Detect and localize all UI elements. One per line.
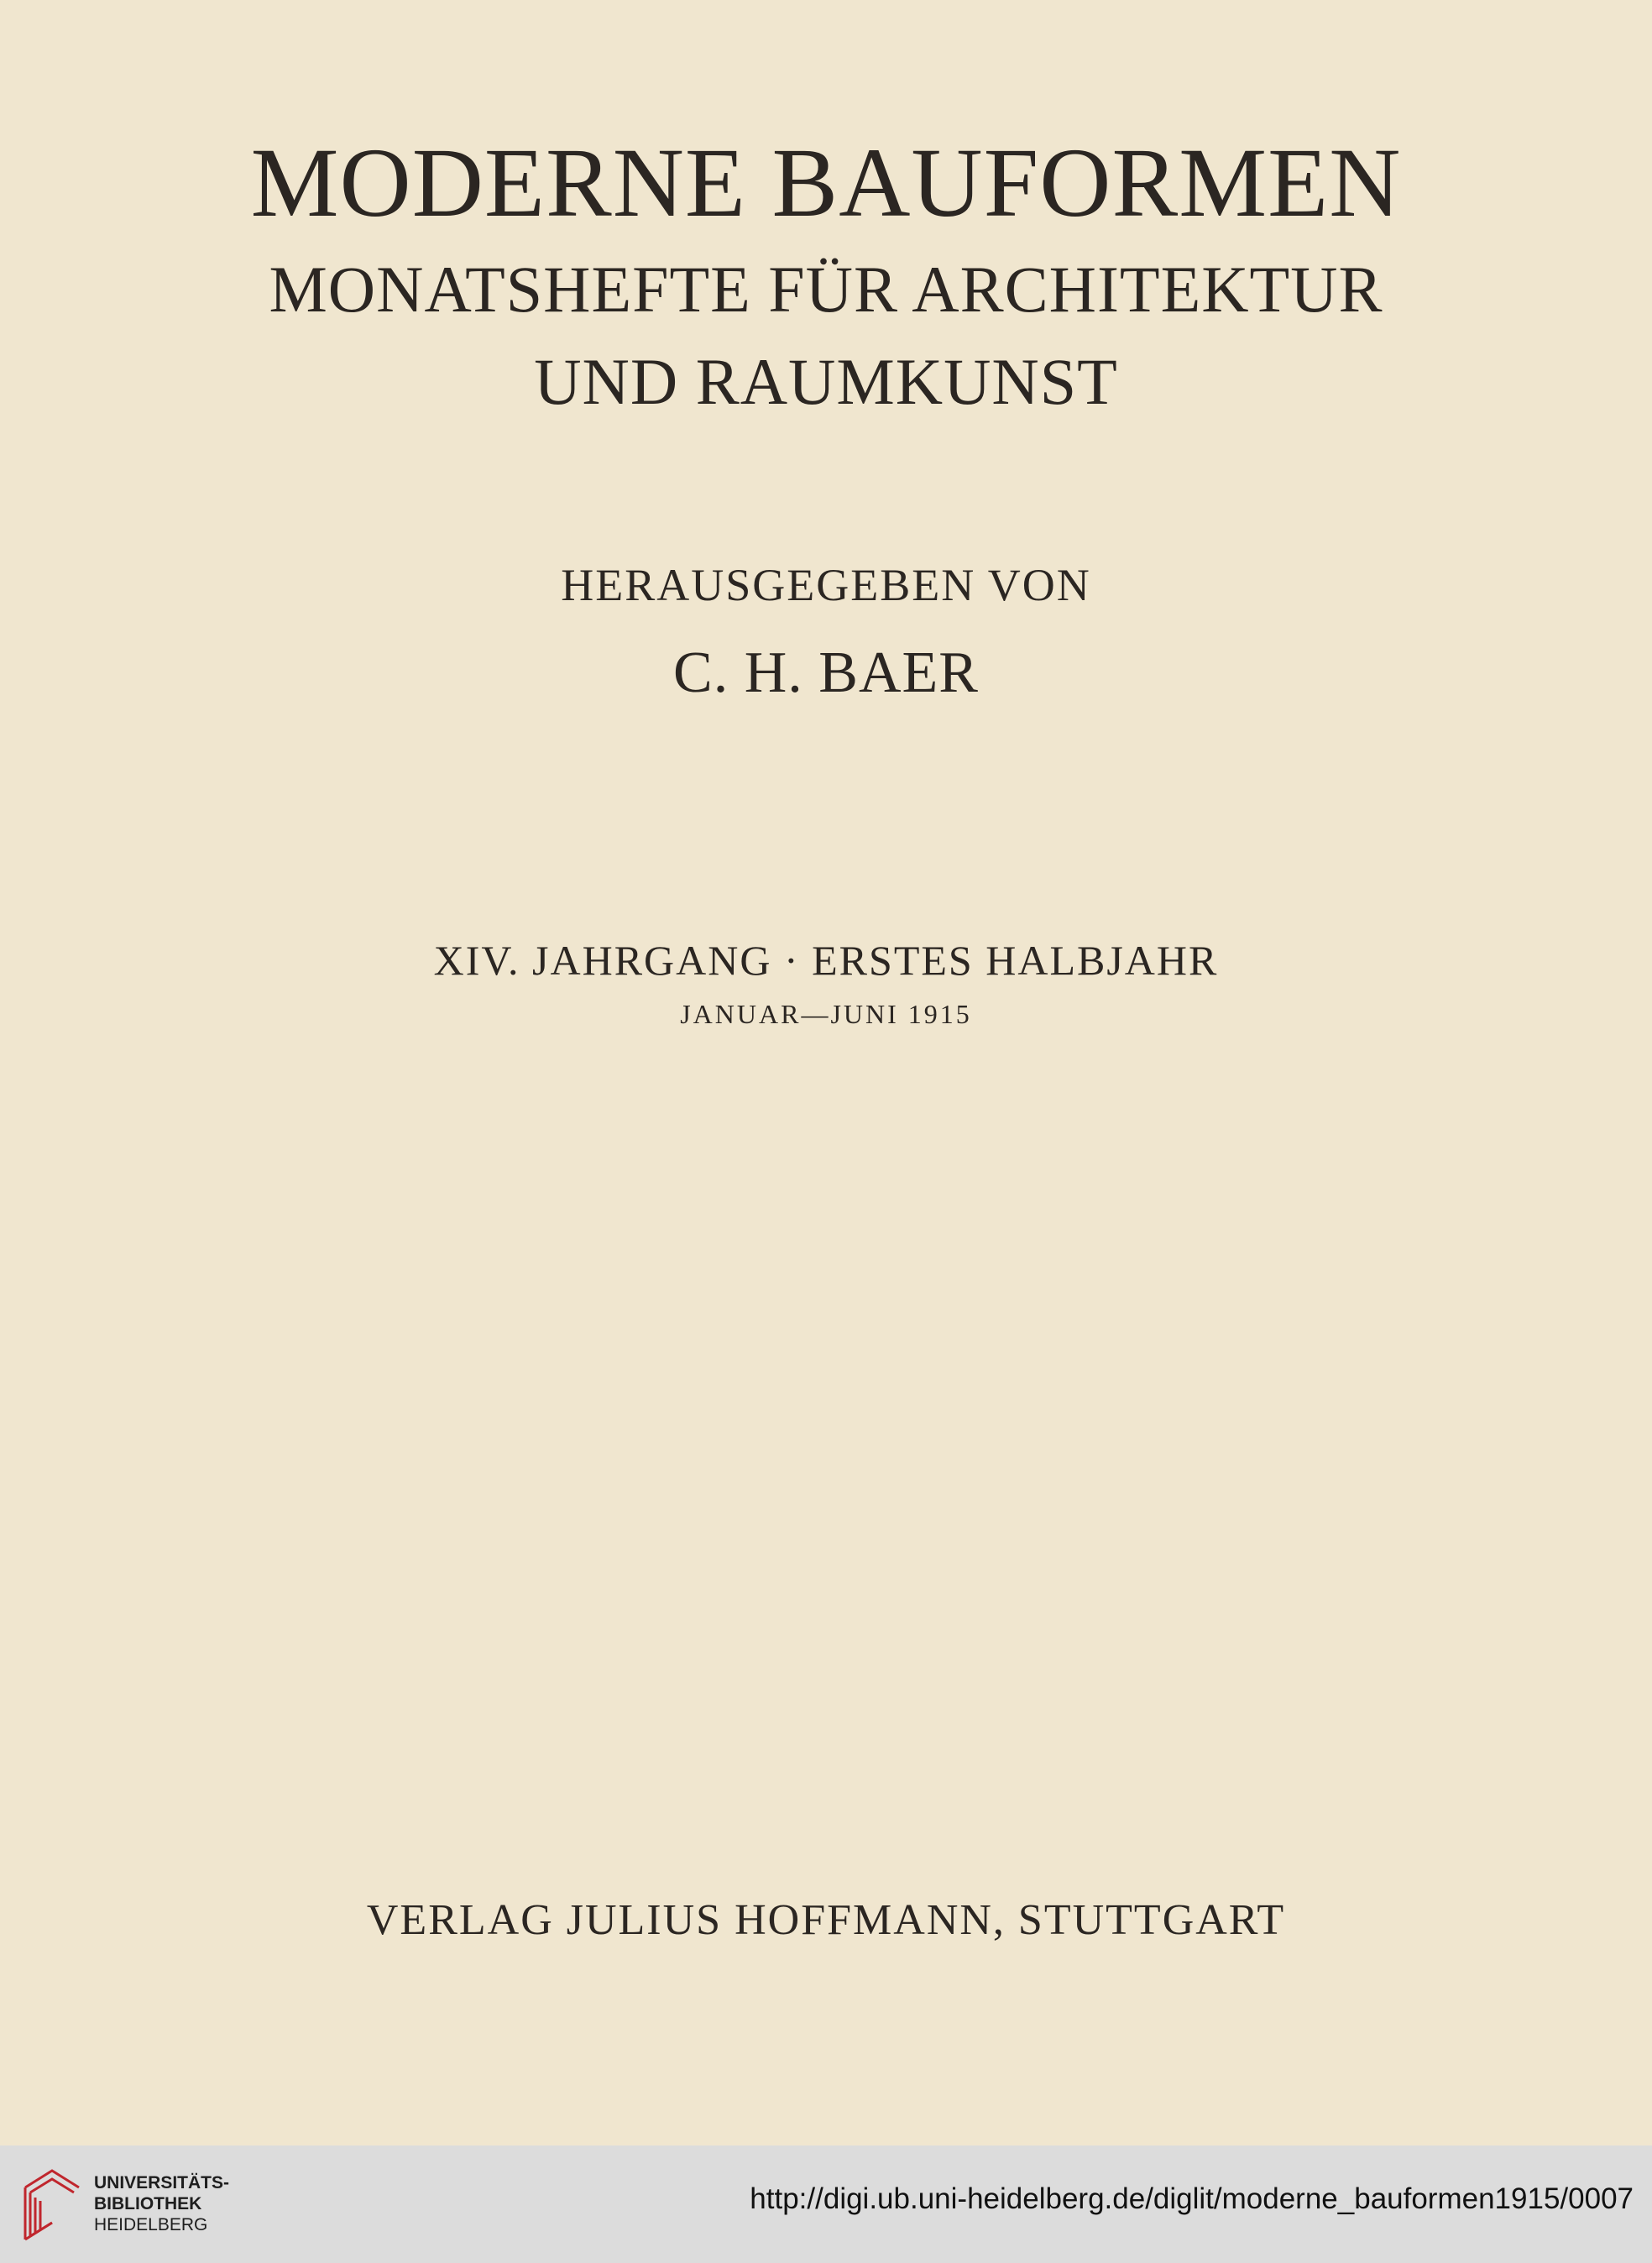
footer-bar — [0, 2145, 1652, 2263]
library-logo-icon — [18, 2162, 86, 2246]
editor-label: HERAUSGEGEBEN VON — [561, 560, 1091, 610]
library-name — [94, 2172, 229, 2235]
library-name-line-1: UNIVERSITÄTS- — [94, 2173, 230, 2192]
subtitle-line-1: MONATSHEFTE FÜR ARCHITEKTUR — [269, 253, 1383, 326]
library-name-line-3: HEIDELBERG — [94, 2215, 208, 2234]
volume-line: XIV. JAHRGANG · ERSTES HALBJAHR — [433, 937, 1219, 984]
subtitle-line-2: UND RAUMKUNST — [534, 345, 1118, 418]
source-url[interactable]: http://digi.ub.uni-heidelberg.de/diglit/moderne_bauformen1915/0007 — [750, 2182, 1634, 2215]
period-line: JANUAR—JUNI 1915 — [680, 999, 972, 1029]
editor-name: C. H. BAER — [673, 640, 979, 705]
library-name-line-2: BIBLIOTHEK — [94, 2194, 202, 2213]
page-title: MODERNE BAUFORMEN — [250, 128, 1402, 238]
publisher-line: VERLAG JULIUS HOFFMANN, STUTTGART — [366, 1896, 1286, 1944]
